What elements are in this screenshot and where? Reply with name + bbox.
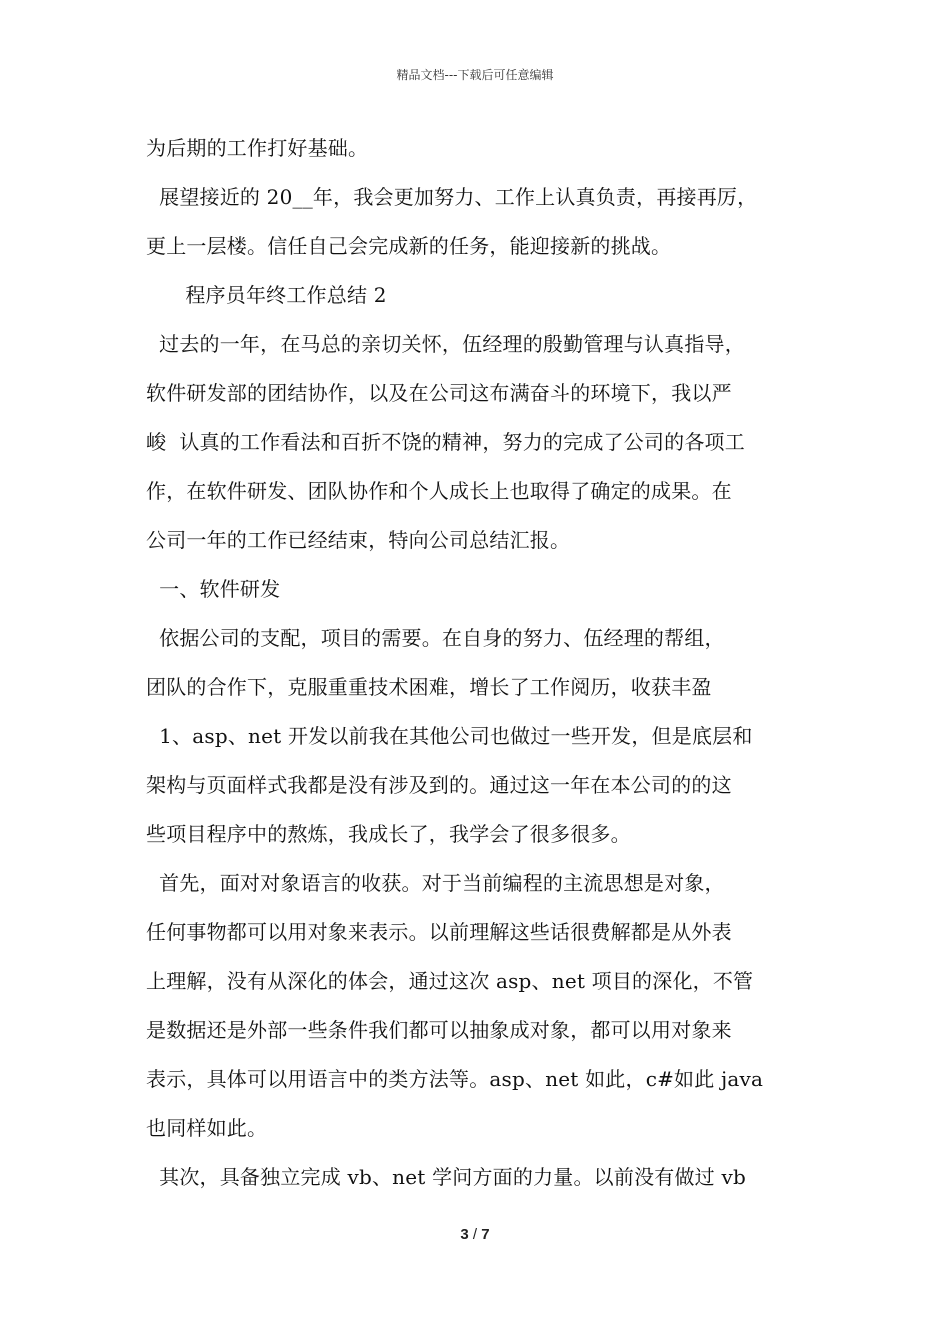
body-line: 公司一年的工作已经结束，特向公司总结汇报。	[146, 528, 571, 552]
body-line: 任何事物都可以用对象来表示。以前理解这些话很费解都是从外表	[146, 920, 732, 944]
section-title: 程序员年终工作总结 2	[146, 283, 387, 307]
body-line: 过去的一年，在马总的亲切关怀，伍经理的殷勤管理与认真指导，	[146, 332, 745, 356]
body-line: 峻 认真的工作看法和百折不饶的精神，努力的完成了公司的各项工	[146, 430, 745, 454]
total-pages: 7	[481, 1226, 490, 1243]
current-page: 3	[460, 1226, 469, 1243]
body-line: 展望接近的 20__年，我会更加努力、工作上认真负责，再接再厉，	[146, 185, 758, 209]
page-header: 精品文档---下载后可任意编辑	[396, 68, 554, 82]
body-line: 首先，面对对象语言的收获。对于当前编程的主流思想是对象，	[146, 871, 725, 895]
body-line: 作，在软件研发、团队协作和个人成长上也取得了确定的成果。在	[146, 479, 732, 503]
body-line: 更上一层楼。信任自己会完成新的任务，能迎接新的挑战。	[146, 234, 672, 258]
body-line: 软件研发部的团结协作，以及在公司这布满奋斗的环境下，我以严	[146, 381, 732, 405]
body-line: 依据公司的支配，项目的需要。在自身的努力、伍经理的帮组，	[146, 626, 725, 650]
body-line: 架构与页面样式我都是没有涉及到的。通过这一年在本公司的的这	[146, 773, 732, 797]
body-line: 些项目程序中的熬炼，我成长了，我学会了很多很多。	[146, 822, 631, 846]
body-line: 上理解，没有从深化的体会，通过这次 asp、net 项目的深化，不管	[146, 969, 754, 993]
body-line: 是数据还是外部一些条件我们都可以抽象成对象，都可以用对象来	[146, 1018, 732, 1042]
body-line: 1、asp、net 开发以前我在其他公司也做过一些开发，但是底层和	[146, 724, 753, 748]
body-line: 其次，具备独立完成 vb、net 学问方面的力量。以前没有做过 vb	[146, 1165, 746, 1189]
body-line: 也同样如此。	[146, 1116, 268, 1140]
body-line: 团队的合作下，克服重重技术困难，增长了工作阅历，收获丰盈	[146, 675, 712, 699]
body-line: 为后期的工作打好基础。	[146, 136, 369, 160]
page-separator: /	[472, 1226, 478, 1243]
page-number	[0, 1226, 950, 1243]
document-body	[146, 124, 816, 1202]
body-line: 表示，具体可以用语言中的类方法等。asp、net 如此，c#如此 java	[146, 1067, 764, 1091]
section-heading: 一、软件研发	[146, 577, 281, 601]
